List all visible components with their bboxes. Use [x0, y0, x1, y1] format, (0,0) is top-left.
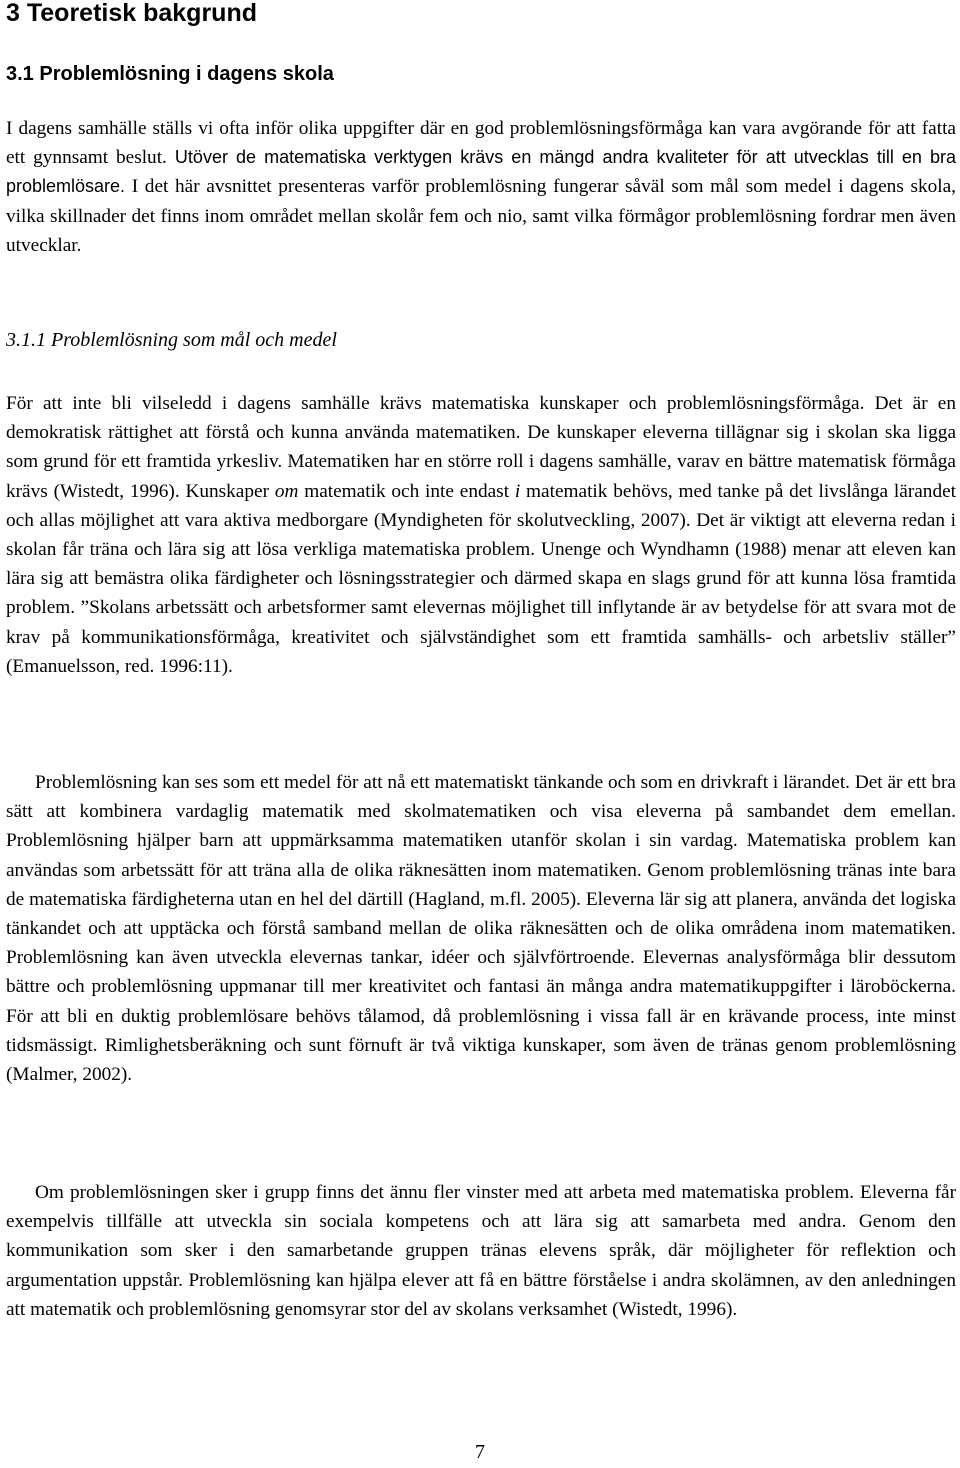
body1-text-1: För att inte bli vilseledd i dagens samhälle krävs matematiska kunskaper och problemlösningsförmåga. Det är en demokratisk rättighet att förstå och kunna använda matematiken. De kunskaper eleverna tillägnar sig i skolan ska ligga som grund för ett framtida yrkesliv. Matematiken har en större roll i dagens samhälle, varav en bättre matematisk förmåga krävs (Wistedt, 1996). Kunskaper: [6, 393, 956, 502]
subsection-heading: 3.1.1 Problemlösning som mål och medel: [6, 329, 337, 351]
page-number: 7: [475, 1441, 485, 1463]
chapter-heading: 3 Teoretisk bakgrund: [6, 0, 257, 27]
body1-emphasis-om: om: [274, 480, 299, 502]
intro-text-2: Utöver de matematiska verktygen krävs en mängd andra kvaliteter för att utvecklas till en bra problemlösare.: [6, 147, 956, 197]
intro-text-1: I dagens samhälle ställs vi ofta inför olika uppgifter där en god problemlösningsförmåga kan vara avgörande för att fatta ett gynnsamt beslut.: [6, 118, 956, 169]
body-paragraph-1: [6, 389, 956, 681]
body1-text-3: matematik behövs, med tanke på det livslånga lärandet och allas möjlighet att vara aktiva medborgare (Myndigheten för skolutveckling, 2007). Det är viktigt att eleverna redan i skolan får träna och lära sig att lösa verkliga matematiska problem. Unenge och Wyndhamn (1988) menar att eleven kan lära sig att bemästra olika färdigheter och lösningsstrategier och därmed skapa en slags grund för att kunna lösa framtida problem. ”Skolans arbetssätt och arbetsformer samt elevernas möjlighet till inflytande är av betydelse för att svara mot de krav på kommunikationsförmåga, kreativitet och självständighet som ett framtida samhälls- och arbetsliv ställer” (Emanuelsson, red. 1996:11).: [6, 480, 956, 677]
body1-emphasis-i: i: [514, 480, 521, 502]
body-paragraph-2: Problemlösning kan ses som ett medel för att nå ett matematiskt tänkande och som en drivkraft i lärandet. Det är ett bra sätt att kombinera vardaglig matematik med skolmatematiken och visa eleverna på sambandet dem emellan. Problemlösning hjälper barn att uppmärksamma matematiken utanför skolan i sin vardag. Matematiska problem kan användas som arbetssätt för att träna alla de olika räknesätten inom matematiken. Genom problemlösning tränas inte bara de matematiska färdigheterna utan en hel del därtill (Hagland, m.fl. 2005). Eleverna lär sig att planera, använda det logiska tänkandet och att upptäcka och förstå samband mellan de olika räknesätten och de olika områdena inom matematiken. Problemlösning kan även utveckla elevernas tankar, idéer och självförtroende. Elevernas analysförmåga blir dessutom bättre och problemlösning uppmanar till mer kreativitet och fantasi än många andra matematikuppgifter i läroböckerna. För att bli en duktig problemlösare behövs tålamod, då problemlösning i vissa fall är en krävande process, inte minst tidsmässigt. Rimlighetsberäkning och sunt förnuft är två viktiga kunskaper, som även de tränas genom problemlösning (Malmer, 2002).: [6, 772, 956, 1086]
intro-paragraph: [6, 114, 956, 260]
intro-text-3: I det här avsnittet presenteras varför problemlösning fungerar såväl som mål som medel i dagens skola, vilka skillnader det finns inom området mellan skolår fem och nio, samt vilka förmågor problemlösning fordrar men även utvecklar.: [6, 176, 956, 256]
body-paragraph-3: Om problemlösningen sker i grupp finns det ännu fler vinster med att arbeta med matematiska problem. Eleverna får exempelvis tillfälle att utveckla sin sociala kompetens och att lära sig att samarbeta med andra. Genom den kommunikation som sker i den samarbetande gruppen tränas elevens språk, där möjligheter för reflektion och argumentation uppstår. Problemlösning kan hjälpa elever att få en bättre förståelse i andra skolämnen, av den anledningen att matematik och problemlösning genomsyrar stor del av skolans verksamhet (Wistedt, 1996).: [6, 1182, 956, 1320]
body1-text-2: matematik och inte endast: [298, 480, 515, 502]
section-heading: 3.1 Problemlösning i dagens skola: [6, 63, 334, 85]
